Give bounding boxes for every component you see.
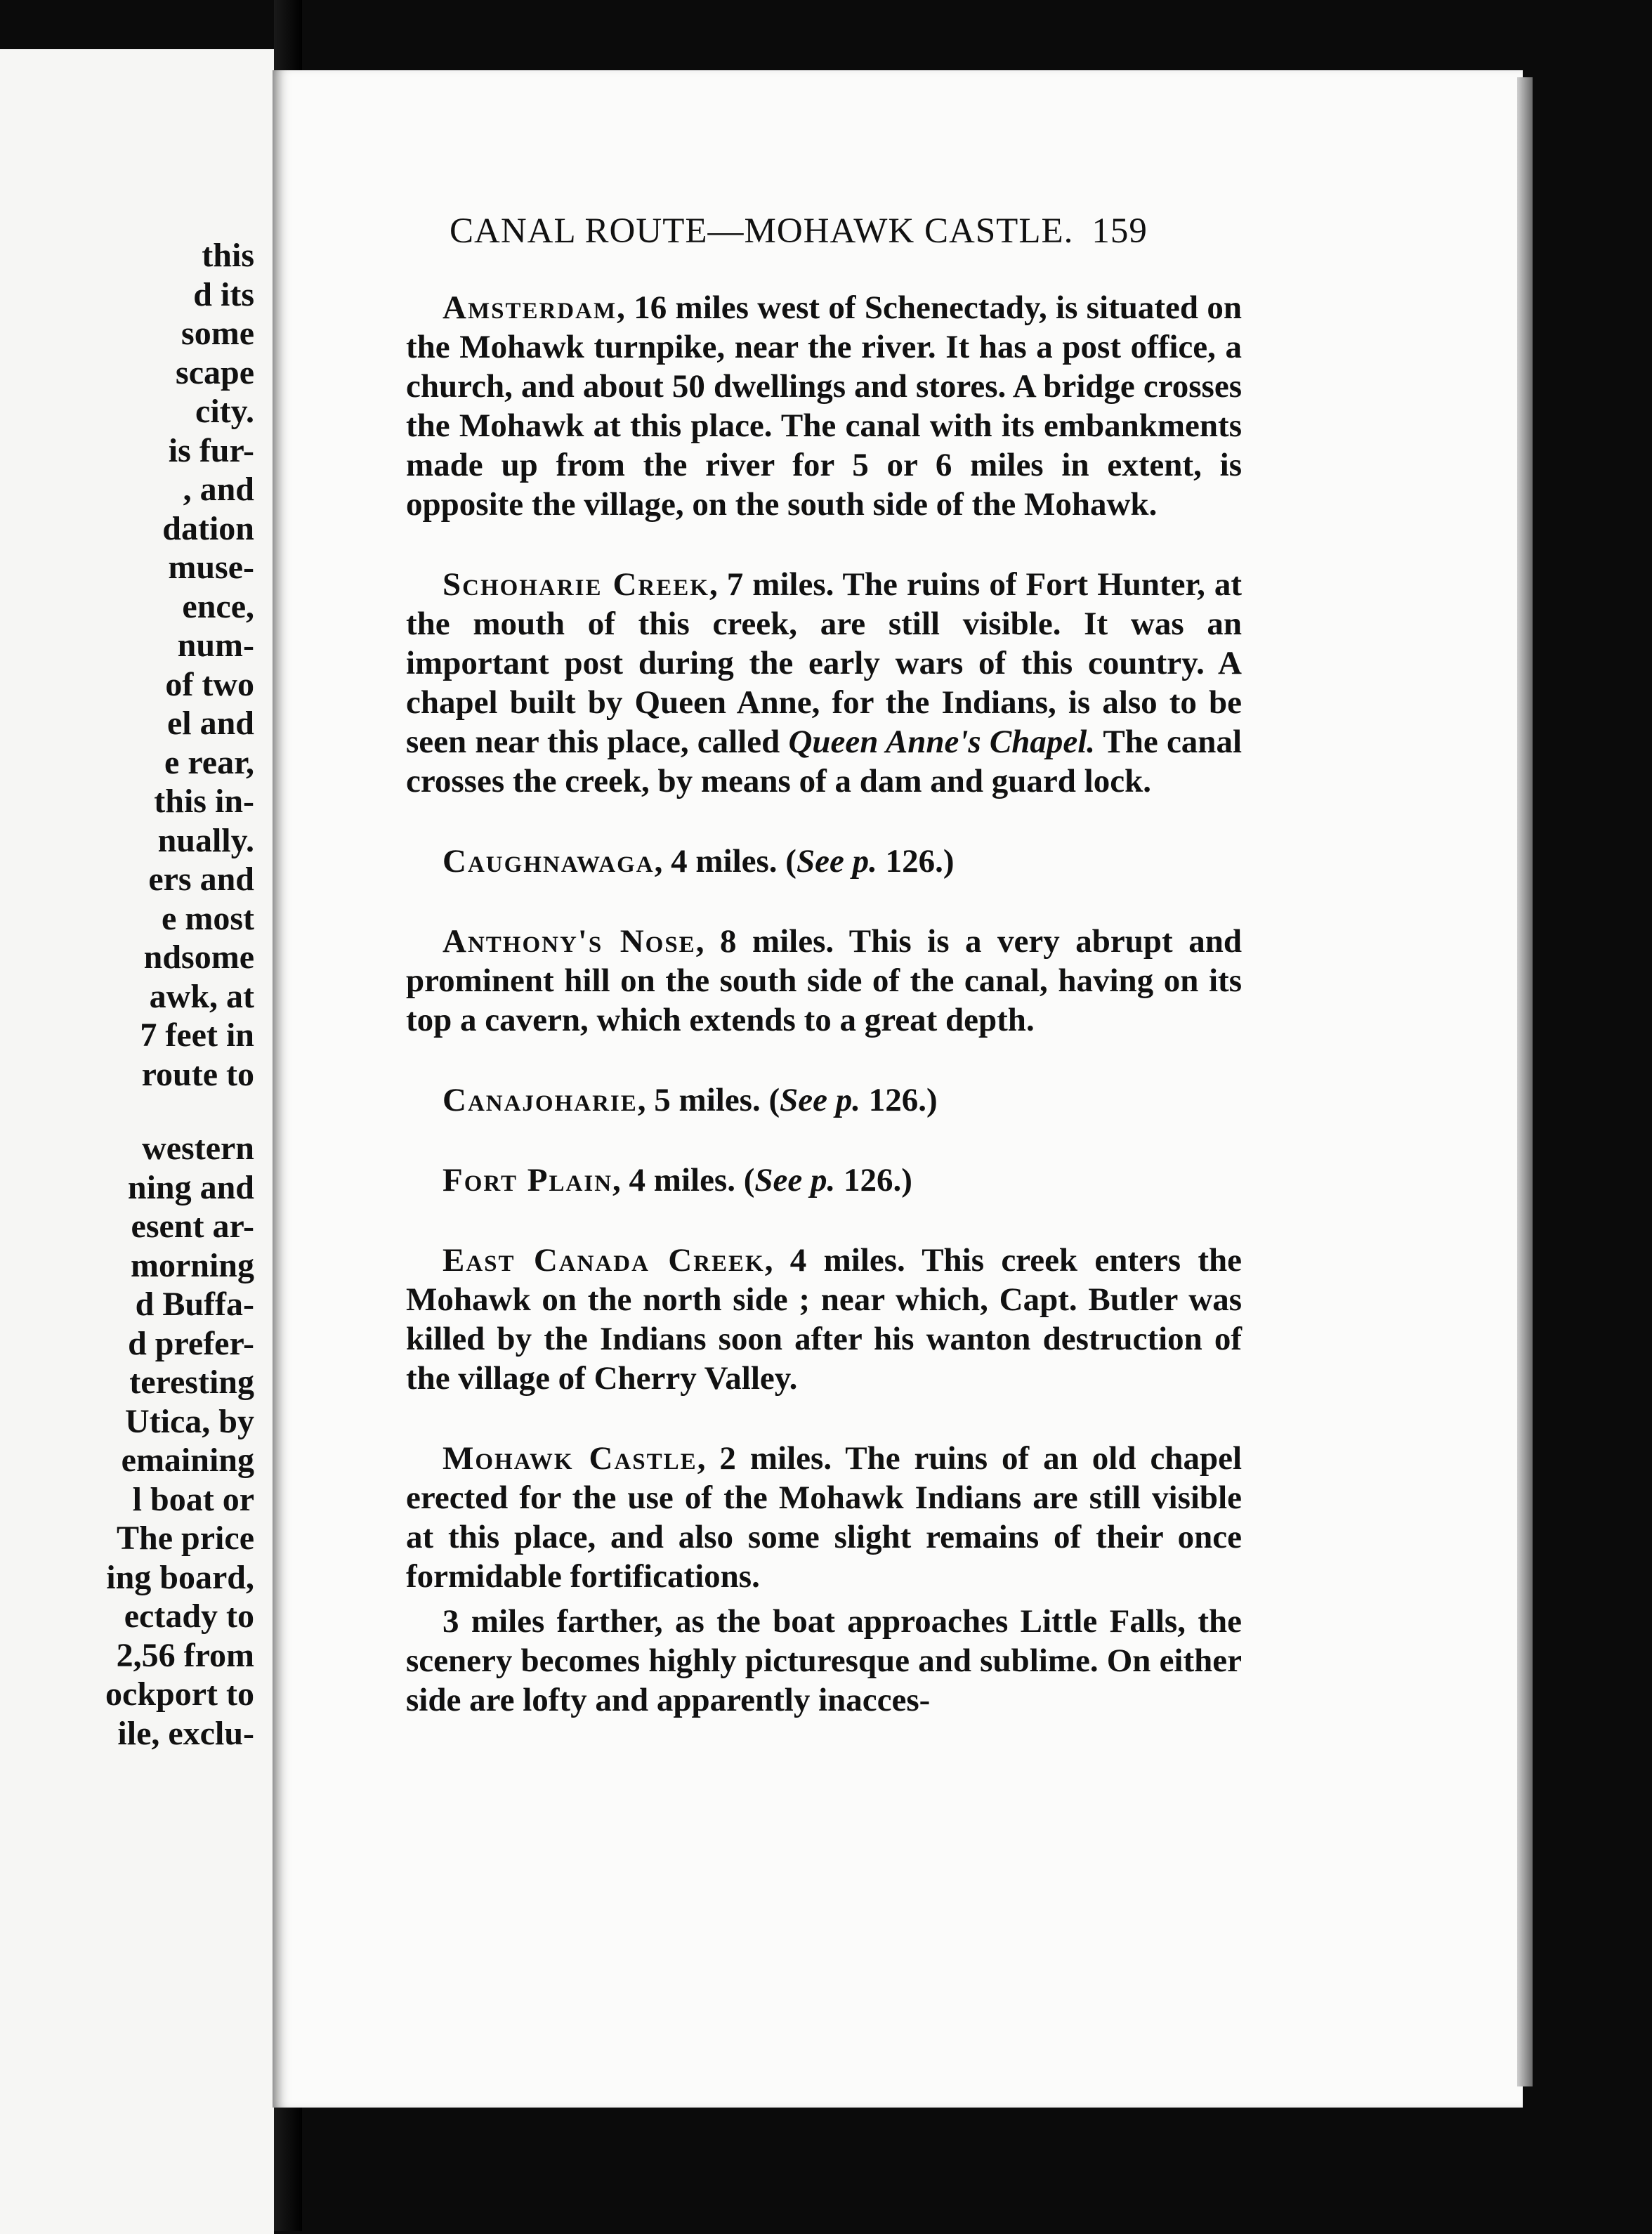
see-ref: See p. bbox=[780, 1082, 860, 1118]
left-page-line: awk, at bbox=[149, 977, 254, 1015]
left-page-line: e rear, bbox=[164, 743, 254, 781]
place-name: East Canada Creek bbox=[442, 1242, 765, 1279]
left-page-line: of two bbox=[165, 665, 254, 703]
page-edge bbox=[1517, 77, 1533, 2086]
left-page-line: esent ar- bbox=[131, 1208, 254, 1245]
left-page-line: el and bbox=[166, 705, 254, 742]
left-page-line: teresting bbox=[129, 1364, 254, 1401]
left-page-line: morning bbox=[130, 1246, 254, 1284]
left-page-line: The price bbox=[117, 1520, 254, 1557]
running-header bbox=[450, 211, 1250, 252]
left-page-fragment bbox=[0, 49, 274, 2234]
left-page-line: ectady to bbox=[124, 1598, 254, 1635]
page-body bbox=[406, 288, 1242, 1720]
place-name: Anthony's Nose bbox=[442, 923, 696, 960]
left-page-line: this in- bbox=[154, 783, 254, 820]
left-page-line: d its bbox=[193, 275, 254, 313]
left-page-line: ence, bbox=[182, 587, 254, 625]
left-page-line: ning and bbox=[127, 1168, 254, 1206]
left-page-line: dation bbox=[162, 509, 254, 547]
entry-text: , 7 miles. The ruins of Fort Hunter, at the mouth of this creek, are still visible. It was an important post during the early wars of this country. A chapel built by Queen Anne, for the Indians, is also to be seen near this place, called bbox=[406, 566, 1242, 760]
entry-anthonys-nose bbox=[406, 922, 1242, 1040]
left-page-line: western bbox=[142, 1130, 254, 1167]
entry-fort-plain bbox=[406, 1161, 1242, 1200]
entry-caughnawaga bbox=[406, 842, 1242, 881]
left-page-line: d prefer- bbox=[128, 1324, 254, 1362]
place-name: Mohawk Castle bbox=[442, 1440, 697, 1477]
place-name: Schoharie Creek bbox=[442, 566, 709, 603]
entry-canajoharie bbox=[406, 1080, 1242, 1120]
entry-text: , 4 miles. This creek enters the Mohawk on the north side ; near which, Capt. Butler was killed by the Indians soon after his wanton destruction of the village of Cherry Valley. bbox=[406, 1242, 1242, 1397]
entry-amsterdam bbox=[406, 288, 1242, 524]
left-page-line: ing board, bbox=[106, 1558, 254, 1596]
entry-text: , 4 miles. ( bbox=[612, 1162, 755, 1198]
entry-text: , 2 miles. The ruins of an old chapel erected for the use of the Mohawk Indians are still visible at this place, and also some slight remains of their once formidable fortifications. bbox=[406, 1440, 1243, 1595]
see-ref: See p. bbox=[754, 1162, 836, 1198]
place-name: Canajoharie bbox=[442, 1082, 638, 1118]
left-page-line: num- bbox=[177, 627, 254, 664]
place-name: Caughnawaga bbox=[442, 843, 655, 880]
entry-east-canada-creek bbox=[406, 1241, 1242, 1398]
see-ref: See p. bbox=[796, 843, 877, 880]
place-name: Amsterdam bbox=[442, 289, 617, 326]
left-page-line: , and bbox=[183, 471, 254, 508]
left-page-line: ockport to bbox=[105, 1676, 254, 1713]
entry-text: , 4 miles. ( bbox=[654, 843, 796, 880]
left-page-line: nually. bbox=[157, 821, 254, 859]
header-title: CANAL ROUTE—MOHAWK CASTLE. bbox=[450, 211, 1074, 251]
closing-paragraph: 3 miles farther, as the boat approaches Little Falls, the scenery becomes highly picturesque and sublime. On either side are lofty and apparently inacces- bbox=[406, 1603, 1242, 1718]
left-page-line: muse- bbox=[168, 549, 254, 586]
left-page-line: ile, exclu- bbox=[117, 1714, 254, 1752]
left-page-line: city. bbox=[195, 393, 254, 430]
entry-text: , 5 miles. ( bbox=[637, 1082, 780, 1118]
entry-text: , 8 miles. This is a very abrupt and prominent hill on the south side of the canal, having on its top a cavern, which extends to a great depth. bbox=[406, 923, 1242, 1038]
left-page-line: this bbox=[202, 237, 254, 274]
left-page-line: route to bbox=[141, 1055, 254, 1093]
left-page-line: Utica, by bbox=[125, 1402, 254, 1440]
left-page-line: ndsome bbox=[143, 939, 254, 976]
place-name: Fort Plain bbox=[442, 1162, 613, 1198]
entry-text: The canal crosses the creek, by means of a dam and guard lock. bbox=[406, 724, 1243, 799]
left-page-line: 2,56 from bbox=[116, 1636, 254, 1674]
left-page-line: scape bbox=[176, 353, 254, 391]
entry-text: , 16 miles west of Schenectady, is situated on the Mohawk turnpike, near the river. It has a post office, a church, and about 50 dwellings and stores. A bridge crosses the Mohawk at this place. The canal with its embankments made up from the river for 5 or 6 miles in extent, is opposite the village, on the south side of the Mohawk. bbox=[406, 289, 1242, 523]
left-page-line: ers and bbox=[148, 861, 254, 898]
left-page-line: 7 feet in bbox=[140, 1017, 254, 1054]
left-page-line: is fur- bbox=[168, 431, 254, 469]
italic-name: Queen Anne's Chapel. bbox=[788, 724, 1096, 760]
left-page-line: d Buffa- bbox=[135, 1286, 254, 1323]
page-ref: 126.) bbox=[860, 1082, 938, 1118]
left-page-line: e most bbox=[162, 899, 254, 937]
entry-mohawk-castle bbox=[406, 1439, 1242, 1596]
page-number: 159 bbox=[1092, 211, 1148, 251]
left-page-line: emaining bbox=[121, 1442, 254, 1479]
entry-schoharie-creek bbox=[406, 565, 1242, 801]
left-page-line: l boat or bbox=[132, 1480, 254, 1518]
page-ref: 126.) bbox=[877, 843, 955, 880]
left-page-line: some bbox=[181, 315, 254, 352]
page-ref: 126.) bbox=[835, 1162, 912, 1198]
